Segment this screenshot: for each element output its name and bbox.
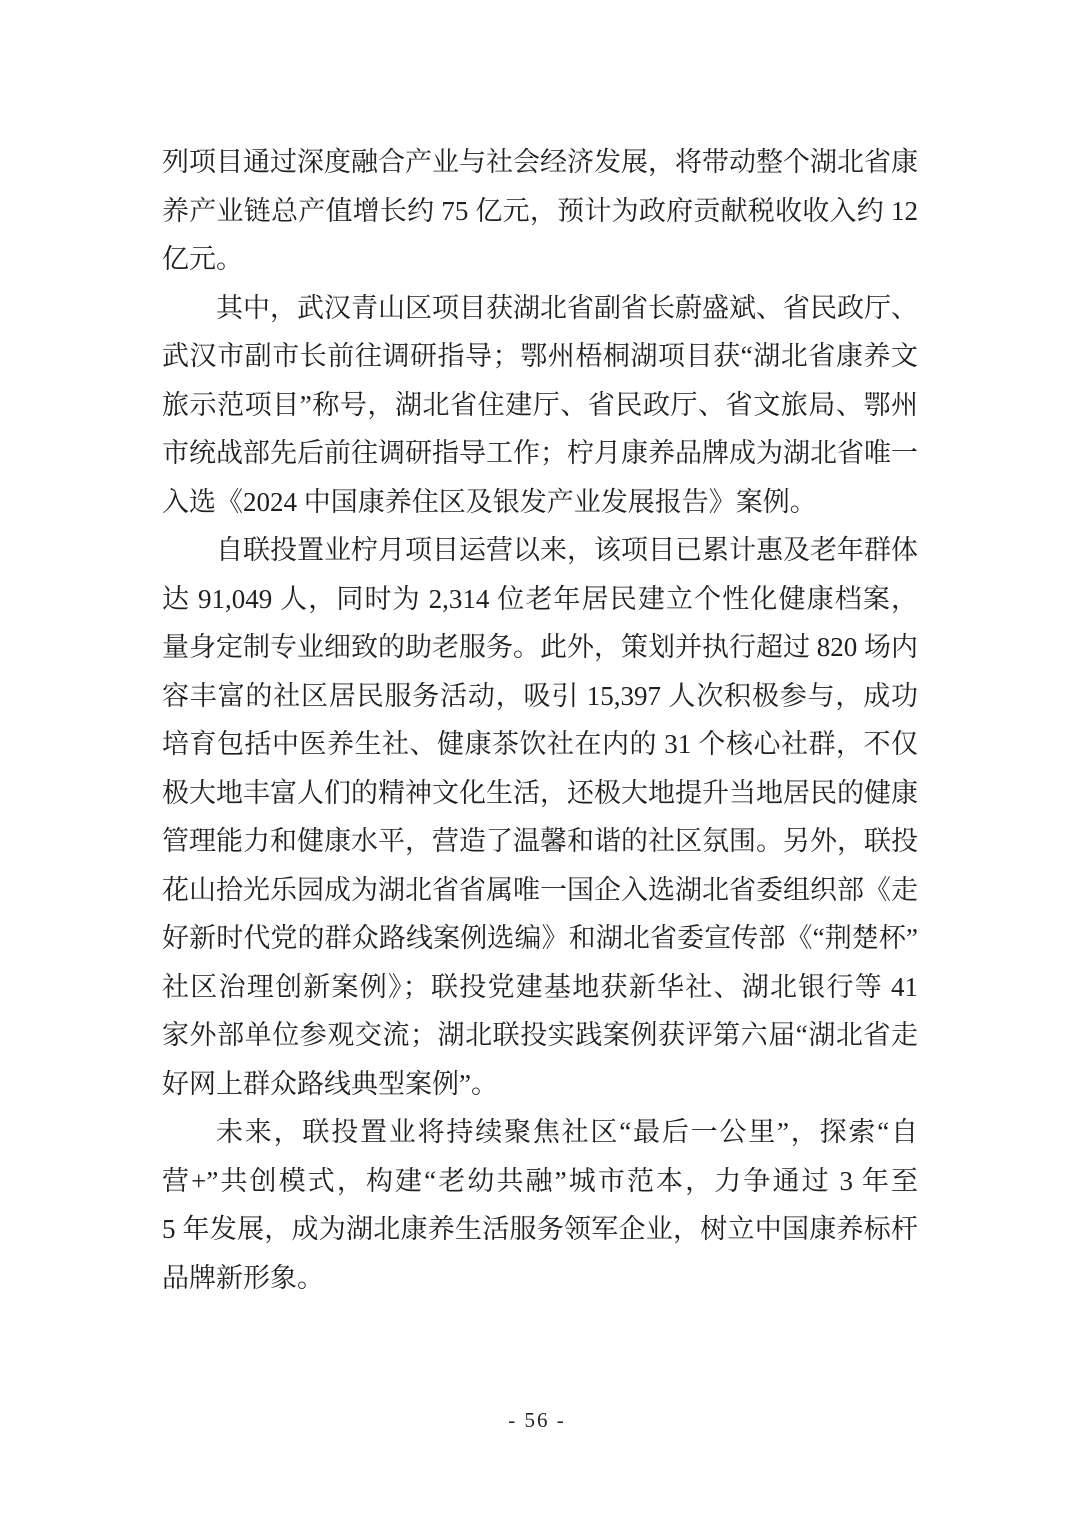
- page-number: - 56 -: [508, 1408, 566, 1432]
- text-line: 好网上群众路线典型案例”。: [162, 1068, 498, 1099]
- text-line: 入选《2024 中国康养住区及银发产业发展报告》案例。: [162, 486, 817, 517]
- text-line: 管理能力和健康水平，营造了温馨和谐的社区氛围。另外，联投: [162, 826, 918, 856]
- text-line: 品牌新形象。: [162, 1262, 324, 1293]
- text-line: 自联投置业柠月项目运营以来，该项目已累计惠及老年群体: [216, 535, 918, 565]
- text-line: 花山拾光乐园成为湖北省省属唯一国企入选湖北省委组织部《走: [162, 874, 918, 905]
- text-line: 5 年发展，成为湖北康养生活服务领军企业，树立中国康养标杆: [162, 1214, 918, 1244]
- text-line: 武汉市副市长前往调研指导；鄂州梧桐湖项目获“湖北省康养文: [162, 341, 918, 371]
- text-line: 亿元。: [162, 244, 243, 274]
- text-line: 培育包括中医养生社、健康茶饮社在内的 31 个核心社群，不仅: [162, 729, 918, 759]
- text-line: 极大地丰富人们的精神文化生活，还极大地提升当地居民的健康: [162, 777, 918, 808]
- text-line: 养产业链总产值增长约 75 亿元，预计为政府贡献税收收入约 12: [162, 195, 918, 226]
- text-line: 好新时代党的群众路线案例选编》和湖北省委宣传部《“荆楚杯”: [162, 923, 918, 953]
- text-line: 其中，武汉青山区项目获湖北省副省长蔚盛斌、省民政厅、: [216, 292, 918, 323]
- text-line: 未来，联投置业将持续聚焦社区“最后一公里”，探索“自: [216, 1117, 918, 1147]
- text-line: 市统战部先后前往调研指导工作；柠月康养品牌成为湖北省唯一: [162, 438, 918, 468]
- text-line: 社区治理创新案例》；联投党建基地获新华社、湖北银行等 41: [162, 971, 918, 1002]
- text-line: 家外部单位参观交流；湖北联投实践案例获评第六届“湖北省走: [162, 1020, 918, 1050]
- text-line: 营+”共创模式，构建“老幼共融”城市范本，力争通过 3 年至: [162, 1165, 918, 1196]
- text-line: 列项目通过深度融合产业与社会经济发展，将带动整个湖北省康: [162, 147, 918, 177]
- text-line: 旅示范项目”称号，湖北省住建厅、省民政厅、省文旅局、鄂州: [162, 389, 918, 420]
- text-line: 量身定制专业细致的助老服务。此外，策划并执行超过 820 场内: [162, 632, 918, 662]
- text-line: 容丰富的社区居民服务活动，吸引 15,397 人次积极参与，成功: [162, 680, 918, 711]
- document-body: [162, 138, 918, 1302]
- text-line: 达 91,049 人，同时为 2,314 位老年居民建立个性化健康档案，: [162, 583, 918, 614]
